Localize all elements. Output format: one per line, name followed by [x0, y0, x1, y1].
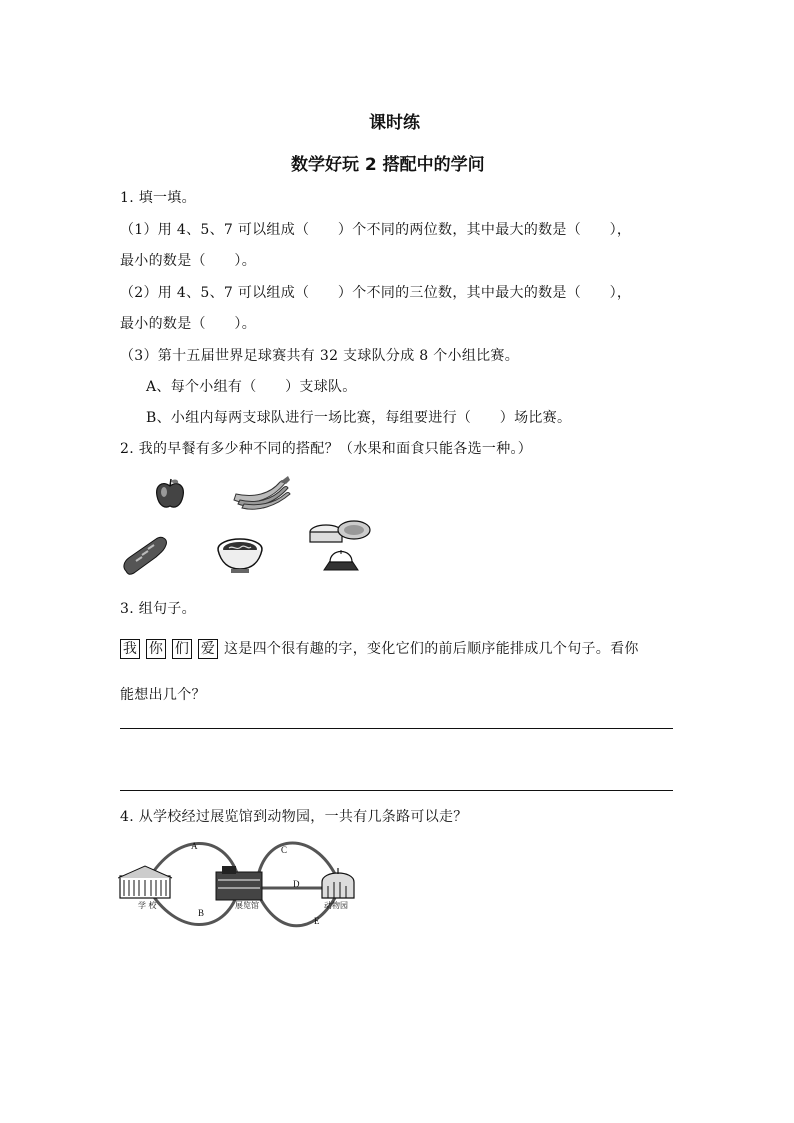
exhibition-hall-icon	[216, 866, 262, 900]
page-subtitle: 数学好玩 2 搭配中的学问	[291, 155, 485, 175]
route-map	[118, 836, 368, 936]
q1-part2-line1: （2）用 4、5、7 可以组成（ ）个不同的三位数，其中最大的数是（ ），	[120, 285, 632, 301]
char-box: 爱	[198, 639, 218, 659]
char-box: 们	[172, 639, 192, 659]
q3-sentence-line1	[120, 638, 639, 659]
q2-heading: 2. 我的早餐有多少种不同的搭配？（水果和面食只能各选一种。）	[120, 441, 533, 457]
q1-heading: 1. 填一填。	[120, 190, 196, 206]
route-label-d: D	[293, 879, 300, 889]
q1-part3-b: B、小组内每两支球队进行一场比赛，每组要进行（ ）场比赛。	[146, 410, 572, 426]
route-label-a: A	[191, 841, 198, 851]
school-building-icon	[118, 866, 172, 898]
answer-line	[120, 728, 673, 729]
school-label: 学 校	[138, 901, 157, 910]
route-label-c: C	[281, 845, 288, 855]
bread-icon	[120, 533, 170, 577]
q1-part3: （3）第十五届世界足球赛共有 32 支球队分成 8 个小组比赛。	[120, 348, 520, 364]
answer-line	[120, 790, 673, 791]
route-label-b: B	[198, 908, 205, 918]
q1-part1-line2: 最小的数是（ ）。	[120, 253, 256, 269]
banana-icon	[230, 470, 292, 512]
page-title: 课时练	[369, 113, 420, 133]
noodles-icon	[215, 533, 265, 575]
q3-text: 这是四个很有趣的字，变化它们的前后顺序能排成几个句子。看你	[224, 641, 639, 657]
q4-heading: 4. 从学校经过展览馆到动物园，一共有几条路可以走？	[120, 809, 468, 825]
zoo-gate-icon	[322, 868, 354, 898]
route-label-e: E	[314, 916, 320, 926]
zoo-label: 动物园	[324, 901, 348, 910]
char-box: 你	[146, 639, 166, 659]
q1-part2-line2: 最小的数是（ ）。	[120, 316, 256, 332]
q3-heading: 3. 组句子。	[120, 601, 196, 617]
q1-part1-line1: （1）用 4、5、7 可以组成（ ）个不同的两位数，其中最大的数是（ ），	[120, 222, 632, 238]
q1-part3-a: A、每个小组有（ ）支球队。	[146, 379, 357, 395]
q3-sentence-line2: 能想出几个？	[120, 687, 206, 703]
char-box: 我	[120, 639, 140, 659]
exhibition-label: 展览馆	[235, 901, 259, 910]
apple-icon	[152, 476, 188, 512]
steamed-bun-icon	[306, 518, 376, 576]
